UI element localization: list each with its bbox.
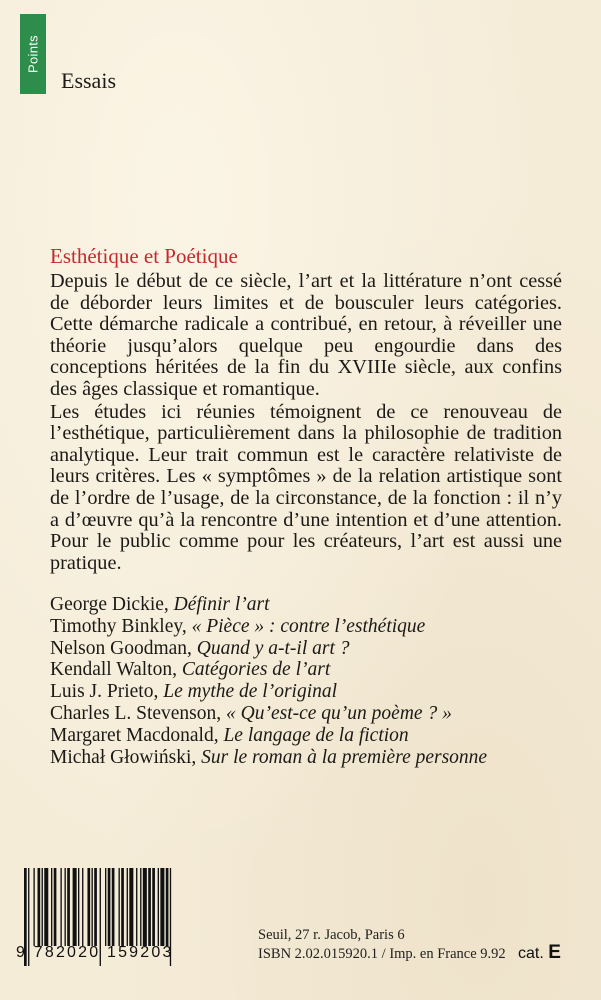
blurb-paragraph-2: Les études ici réunies témoignent de ce renouveau de l’esthétique, particulièrement dans la philosophie de tradition analytique. Leur trait commun est le caractère relativiste de leurs critères. Les « symptômes » de la relation artistique sont de l’ordre de l’usage, de la circonstance, de la fonction : il n’y a d’œuvre qu’à la rencontre d’une intention et d’une attention. Pour le public comme pour les créateurs, l’art est aussi une pratique. [50,400,562,574]
contents-entry [50,681,487,703]
entry-title: Sur le roman à la première personne [201,746,488,768]
entry-author: George Dickie, [50,594,169,615]
entry-author: Nelson Goodman, [50,637,192,659]
points-tab [20,14,46,94]
catalog-label: cat. [518,945,544,962]
entry-author: Michał Głowiński, [50,746,197,768]
contents-entry [50,747,487,769]
series-name: Essais [61,68,116,93]
entry-author: Luis J. Prieto, [50,681,159,703]
entry-title: « Qu’est-ce qu’un poème ? » [226,702,452,724]
contents-list [50,594,487,768]
blurb-paragraph-1: Depuis le début de ce siècle, l’art et la littérature n’ont cessé de déborder leurs limites et de bousculer leurs catégories. Cette démarche radicale a contribué, en retour, à réveiller une théorie jusqu’alors quelque peu engourdie dans des conceptions héritées de la fin du XVIIIe siècle, aux confins des âges classique et romantique. [50,270,562,400]
entry-author: Timothy Binkley, [50,615,187,637]
entry-title: Le langage de la fiction [223,724,409,746]
publisher-info [258,926,506,964]
entry-title: Définir l’art [173,594,270,615]
catalog-code [518,942,561,964]
entry-title: « Pièce » : contre l’esthétique [191,615,426,637]
entry-author: Kendall Walton, [50,659,177,681]
collection-title: Esthétique et Poétique [50,244,238,268]
entry-title: Catégories de l’art [181,659,331,681]
entry-title: Le mythe de l’original [163,681,338,703]
entry-author: Charles L. Stevenson, [50,702,222,724]
contents-entry [50,659,487,681]
contents-entry [50,594,487,616]
catalog-grade: E [548,942,561,963]
contents-entry [50,616,487,638]
isbn-line: ISBN 2.02.015920.1 / Imp. en France 9.92 [258,946,506,962]
contents-entry [50,638,487,660]
barcode-number: 9 782020 159203 [16,944,174,961]
entry-author: Margaret Macdonald, [50,724,219,746]
points-tab-label: Points [25,35,41,73]
publisher-address: Seuil, 27 r. Jacob, Paris 6 [258,927,405,943]
entry-title: Quand y a-t-il art ? [196,637,350,659]
contents-entry [50,703,487,725]
contents-entry [50,725,487,747]
blurb [50,271,562,574]
